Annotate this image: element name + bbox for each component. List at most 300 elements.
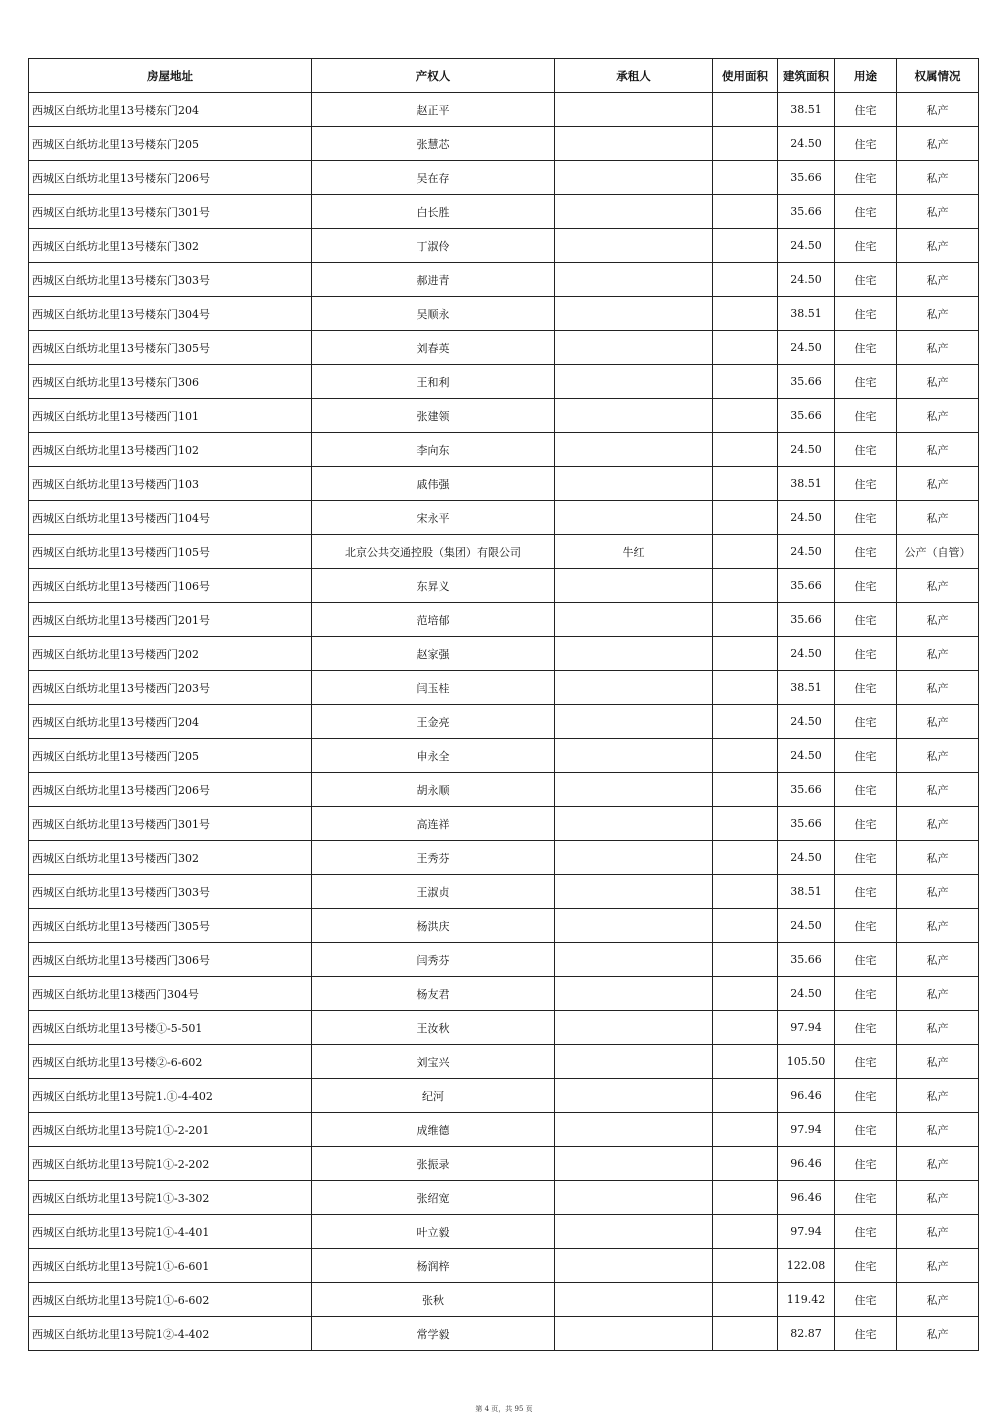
table-row <box>29 1181 979 1215</box>
building-area-cell: 24.50 <box>778 501 835 535</box>
address-cell: 西城区白纸坊北里13号楼西门105号 <box>29 535 312 569</box>
ownership-cell: 私产 <box>897 467 979 501</box>
owner-cell: 赵家强 <box>312 637 555 671</box>
address-cell: 西城区白纸坊北里13号院1①-4-401 <box>29 1215 312 1249</box>
address-cell: 西城区白纸坊北里13号楼西门106号 <box>29 569 312 603</box>
building-area-cell: 24.50 <box>778 739 835 773</box>
tenant-cell <box>555 1113 713 1147</box>
table-row <box>29 841 979 875</box>
ownership-cell: 私产 <box>897 1181 979 1215</box>
usage-cell: 住宅 <box>835 1215 897 1249</box>
building-area-cell: 24.50 <box>778 127 835 161</box>
tenant-cell <box>555 875 713 909</box>
address-cell: 西城区白纸坊北里13号楼②-6-602 <box>29 1045 312 1079</box>
owner-cell: 范培郁 <box>312 603 555 637</box>
usage-cell: 住宅 <box>835 331 897 365</box>
table-row <box>29 263 979 297</box>
table-row <box>29 1249 979 1283</box>
table-row <box>29 331 979 365</box>
table-row <box>29 433 979 467</box>
usage-cell: 住宅 <box>835 603 897 637</box>
table-row <box>29 739 979 773</box>
ownership-cell: 私产 <box>897 705 979 739</box>
building-area-cell: 97.94 <box>778 1215 835 1249</box>
ownership-cell: 私产 <box>897 637 979 671</box>
tenant-cell <box>555 909 713 943</box>
owner-cell: 纪河 <box>312 1079 555 1113</box>
usage-cell: 住宅 <box>835 195 897 229</box>
ownership-cell: 私产 <box>897 875 979 909</box>
address-cell: 西城区白纸坊北里13号院1②-4-402 <box>29 1317 312 1351</box>
building-area-cell: 24.50 <box>778 909 835 943</box>
address-cell: 西城区白纸坊北里13号楼西门305号 <box>29 909 312 943</box>
owner-cell: 王金亮 <box>312 705 555 739</box>
table-row <box>29 1317 979 1351</box>
tenant-cell <box>555 433 713 467</box>
usage-cell: 住宅 <box>835 365 897 399</box>
table-row <box>29 773 979 807</box>
owner-cell: 张秋 <box>312 1283 555 1317</box>
address-cell: 西城区白纸坊北里13号楼西门302 <box>29 841 312 875</box>
address-cell: 西城区白纸坊北里13号楼东门204 <box>29 93 312 127</box>
building-area-cell: 24.50 <box>778 977 835 1011</box>
table-row <box>29 501 979 535</box>
table-row <box>29 671 979 705</box>
usable-area-cell <box>713 93 778 127</box>
building-area-cell: 35.66 <box>778 807 835 841</box>
table-row <box>29 603 979 637</box>
address-cell: 西城区白纸坊北里13号院1①-3-302 <box>29 1181 312 1215</box>
owner-cell: 杨润梓 <box>312 1249 555 1283</box>
ownership-cell: 私产 <box>897 1147 979 1181</box>
owner-cell: 成维德 <box>312 1113 555 1147</box>
tenant-cell <box>555 603 713 637</box>
header-usable-area: 使用面积 <box>713 59 778 93</box>
tenant-cell <box>555 1249 713 1283</box>
table-row <box>29 535 979 569</box>
ownership-cell: 私产 <box>897 1215 979 1249</box>
ownership-cell: 私产 <box>897 1283 979 1317</box>
building-area-cell: 105.50 <box>778 1045 835 1079</box>
building-area-cell: 97.94 <box>778 1113 835 1147</box>
owner-cell: 闫秀芬 <box>312 943 555 977</box>
tenant-cell <box>555 467 713 501</box>
tenant-cell <box>555 127 713 161</box>
usable-area-cell <box>713 1283 778 1317</box>
address-cell: 西城区白纸坊北里13号院1.①-4-402 <box>29 1079 312 1113</box>
usage-cell: 住宅 <box>835 671 897 705</box>
tenant-cell <box>555 637 713 671</box>
usage-cell: 住宅 <box>835 1317 897 1351</box>
table-row <box>29 399 979 433</box>
usage-cell: 住宅 <box>835 1283 897 1317</box>
tenant-cell <box>555 229 713 263</box>
address-cell: 西城区白纸坊北里13号楼东门306 <box>29 365 312 399</box>
usage-cell: 住宅 <box>835 943 897 977</box>
building-area-cell: 122.08 <box>778 1249 835 1283</box>
usable-area-cell <box>713 127 778 161</box>
usable-area-cell <box>713 331 778 365</box>
owner-cell: 王和利 <box>312 365 555 399</box>
ownership-cell: 私产 <box>897 1113 979 1147</box>
ownership-cell: 私产 <box>897 977 979 1011</box>
table-row <box>29 1011 979 1045</box>
table-row <box>29 875 979 909</box>
tenant-cell <box>555 1215 713 1249</box>
table-row <box>29 1045 979 1079</box>
address-cell: 西城区白纸坊北里13号院1①-6-602 <box>29 1283 312 1317</box>
usable-area-cell <box>713 263 778 297</box>
owner-cell: 胡永顺 <box>312 773 555 807</box>
tenant-cell <box>555 569 713 603</box>
usable-area-cell <box>713 161 778 195</box>
building-area-cell: 35.66 <box>778 569 835 603</box>
table-row <box>29 705 979 739</box>
usage-cell: 住宅 <box>835 1147 897 1181</box>
usage-cell: 住宅 <box>835 297 897 331</box>
tenant-cell <box>555 365 713 399</box>
building-area-cell: 35.66 <box>778 603 835 637</box>
usable-area-cell <box>713 841 778 875</box>
address-cell: 西城区白纸坊北里13号楼东门205 <box>29 127 312 161</box>
building-area-cell: 24.50 <box>778 331 835 365</box>
tenant-cell <box>555 977 713 1011</box>
building-area-cell: 38.51 <box>778 671 835 705</box>
table-row <box>29 637 979 671</box>
address-cell: 西城区白纸坊北里13号楼东门303号 <box>29 263 312 297</box>
usage-cell: 住宅 <box>835 501 897 535</box>
table-body <box>29 93 979 1351</box>
owner-cell: 张振录 <box>312 1147 555 1181</box>
usable-area-cell <box>713 1113 778 1147</box>
owner-cell: 申永全 <box>312 739 555 773</box>
owner-cell: 张慧芯 <box>312 127 555 161</box>
table-row <box>29 1215 979 1249</box>
address-cell: 西城区白纸坊北里13号楼西门301号 <box>29 807 312 841</box>
header-ownership: 权属情况 <box>897 59 979 93</box>
header-owner: 产权人 <box>312 59 555 93</box>
table-row <box>29 977 979 1011</box>
building-area-cell: 82.87 <box>778 1317 835 1351</box>
ownership-cell: 私产 <box>897 263 979 297</box>
building-area-cell: 35.66 <box>778 773 835 807</box>
header-address: 房屋地址 <box>29 59 312 93</box>
header-tenant: 承租人 <box>555 59 713 93</box>
table-row <box>29 195 979 229</box>
owner-cell: 张建领 <box>312 399 555 433</box>
building-area-cell: 24.50 <box>778 637 835 671</box>
table-row <box>29 1283 979 1317</box>
owner-cell: 高连祥 <box>312 807 555 841</box>
owner-cell: 杨洪庆 <box>312 909 555 943</box>
table-row <box>29 807 979 841</box>
tenant-cell <box>555 399 713 433</box>
table-row <box>29 1147 979 1181</box>
tenant-cell <box>555 1079 713 1113</box>
owner-cell: 白长胜 <box>312 195 555 229</box>
tenant-cell <box>555 161 713 195</box>
tenant-cell <box>555 807 713 841</box>
address-cell: 西城区白纸坊北里13号楼西门205 <box>29 739 312 773</box>
usable-area-cell <box>713 1215 778 1249</box>
usage-cell: 住宅 <box>835 263 897 297</box>
usable-area-cell <box>713 977 778 1011</box>
ownership-cell: 私产 <box>897 331 979 365</box>
usage-cell: 住宅 <box>835 807 897 841</box>
usage-cell: 住宅 <box>835 1045 897 1079</box>
building-area-cell: 35.66 <box>778 943 835 977</box>
usable-area-cell <box>713 1249 778 1283</box>
owner-cell: 王秀芬 <box>312 841 555 875</box>
address-cell: 西城区白纸坊北里13号楼东门301号 <box>29 195 312 229</box>
building-area-cell: 38.51 <box>778 297 835 331</box>
usage-cell: 住宅 <box>835 1079 897 1113</box>
building-area-cell: 38.51 <box>778 467 835 501</box>
usage-cell: 住宅 <box>835 1181 897 1215</box>
ownership-cell: 私产 <box>897 1317 979 1351</box>
usable-area-cell <box>713 1147 778 1181</box>
building-area-cell: 38.51 <box>778 875 835 909</box>
address-cell: 西城区白纸坊北里13号院1①-6-601 <box>29 1249 312 1283</box>
building-area-cell: 24.50 <box>778 841 835 875</box>
usable-area-cell <box>713 1079 778 1113</box>
owner-cell: 丁淑伶 <box>312 229 555 263</box>
building-area-cell: 38.51 <box>778 93 835 127</box>
address-cell: 西城区白纸坊北里13号楼东门305号 <box>29 331 312 365</box>
tenant-cell <box>555 773 713 807</box>
address-cell: 西城区白纸坊北里13号楼东门304号 <box>29 297 312 331</box>
usage-cell: 住宅 <box>835 875 897 909</box>
usable-area-cell <box>713 467 778 501</box>
address-cell: 西城区白纸坊北里13号楼东门206号 <box>29 161 312 195</box>
table-row <box>29 909 979 943</box>
usage-cell: 住宅 <box>835 1113 897 1147</box>
ownership-cell: 私产 <box>897 773 979 807</box>
owner-cell: 刘宝兴 <box>312 1045 555 1079</box>
address-cell: 西城区白纸坊北里13号院1①-2-201 <box>29 1113 312 1147</box>
usage-cell: 住宅 <box>835 433 897 467</box>
usable-area-cell <box>713 433 778 467</box>
ownership-cell: 私产 <box>897 127 979 161</box>
usage-cell: 住宅 <box>835 467 897 501</box>
usage-cell: 住宅 <box>835 229 897 263</box>
tenant-cell <box>555 1045 713 1079</box>
building-area-cell: 96.46 <box>778 1181 835 1215</box>
usable-area-cell <box>713 399 778 433</box>
ownership-cell: 私产 <box>897 569 979 603</box>
ownership-cell: 私产 <box>897 433 979 467</box>
table-row <box>29 93 979 127</box>
tenant-cell <box>555 671 713 705</box>
building-area-cell: 97.94 <box>778 1011 835 1045</box>
owner-cell: 张绍宽 <box>312 1181 555 1215</box>
owner-cell: 北京公共交通控股（集团）有限公司 <box>312 535 555 569</box>
tenant-cell <box>555 1317 713 1351</box>
building-area-cell: 24.50 <box>778 263 835 297</box>
building-area-cell: 24.50 <box>778 433 835 467</box>
address-cell: 西城区白纸坊北里13号楼西门204 <box>29 705 312 739</box>
owner-cell: 东昇义 <box>312 569 555 603</box>
usable-area-cell <box>713 671 778 705</box>
address-cell: 西城区白纸坊北里13号楼①-5-501 <box>29 1011 312 1045</box>
ownership-cell: 私产 <box>897 841 979 875</box>
tenant-cell <box>555 1181 713 1215</box>
tenant-cell: 牛红 <box>555 535 713 569</box>
address-cell: 西城区白纸坊北里13楼西门304号 <box>29 977 312 1011</box>
ownership-cell: 私产 <box>897 807 979 841</box>
usage-cell: 住宅 <box>835 909 897 943</box>
usable-area-cell <box>713 229 778 263</box>
ownership-cell: 私产 <box>897 671 979 705</box>
owner-cell: 吴顺永 <box>312 297 555 331</box>
address-cell: 西城区白纸坊北里13号楼西门206号 <box>29 773 312 807</box>
building-area-cell: 96.46 <box>778 1147 835 1181</box>
header-usage: 用途 <box>835 59 897 93</box>
owner-cell: 闫玉桂 <box>312 671 555 705</box>
usage-cell: 住宅 <box>835 773 897 807</box>
ownership-cell: 私产 <box>897 161 979 195</box>
table-row <box>29 365 979 399</box>
owner-cell: 杨友君 <box>312 977 555 1011</box>
building-area-cell: 24.50 <box>778 229 835 263</box>
tenant-cell <box>555 93 713 127</box>
tenant-cell <box>555 943 713 977</box>
address-cell: 西城区白纸坊北里13号楼东门302 <box>29 229 312 263</box>
usable-area-cell <box>713 875 778 909</box>
usage-cell: 住宅 <box>835 535 897 569</box>
owner-cell: 郝进青 <box>312 263 555 297</box>
table-row <box>29 297 979 331</box>
ownership-cell: 私产 <box>897 739 979 773</box>
property-table <box>28 58 979 1351</box>
owner-cell: 赵正平 <box>312 93 555 127</box>
usage-cell: 住宅 <box>835 739 897 773</box>
usable-area-cell <box>713 773 778 807</box>
usable-area-cell <box>713 943 778 977</box>
usage-cell: 住宅 <box>835 161 897 195</box>
ownership-cell: 私产 <box>897 399 979 433</box>
ownership-cell: 私产 <box>897 365 979 399</box>
address-cell: 西城区白纸坊北里13号楼西门203号 <box>29 671 312 705</box>
usage-cell: 住宅 <box>835 705 897 739</box>
owner-cell: 吴在存 <box>312 161 555 195</box>
ownership-cell: 私产 <box>897 943 979 977</box>
ownership-cell: 私产 <box>897 1011 979 1045</box>
usable-area-cell <box>713 739 778 773</box>
tenant-cell <box>555 841 713 875</box>
ownership-cell: 私产 <box>897 909 979 943</box>
ownership-cell: 私产 <box>897 297 979 331</box>
ownership-cell: 公产（自管） <box>897 535 979 569</box>
building-area-cell: 35.66 <box>778 399 835 433</box>
tenant-cell <box>555 331 713 365</box>
tenant-cell <box>555 263 713 297</box>
building-area-cell: 24.50 <box>778 535 835 569</box>
tenant-cell <box>555 705 713 739</box>
address-cell: 西城区白纸坊北里13号楼西门306号 <box>29 943 312 977</box>
address-cell: 西城区白纸坊北里13号院1①-2-202 <box>29 1147 312 1181</box>
tenant-cell <box>555 1011 713 1045</box>
usage-cell: 住宅 <box>835 1249 897 1283</box>
address-cell: 西城区白纸坊北里13号楼西门102 <box>29 433 312 467</box>
address-cell: 西城区白纸坊北里13号楼西门104号 <box>29 501 312 535</box>
table-row <box>29 1113 979 1147</box>
ownership-cell: 私产 <box>897 603 979 637</box>
usable-area-cell <box>713 637 778 671</box>
usable-area-cell <box>713 603 778 637</box>
ownership-cell: 私产 <box>897 1079 979 1113</box>
ownership-cell: 私产 <box>897 1045 979 1079</box>
owner-cell: 王汝秋 <box>312 1011 555 1045</box>
building-area-cell: 35.66 <box>778 161 835 195</box>
usage-cell: 住宅 <box>835 399 897 433</box>
owner-cell: 李向东 <box>312 433 555 467</box>
usable-area-cell <box>713 501 778 535</box>
ownership-cell: 私产 <box>897 1249 979 1283</box>
address-cell: 西城区白纸坊北里13号楼西门101 <box>29 399 312 433</box>
usage-cell: 住宅 <box>835 637 897 671</box>
table-row <box>29 467 979 501</box>
header-row <box>29 59 979 93</box>
address-cell: 西城区白纸坊北里13号楼西门202 <box>29 637 312 671</box>
table-row <box>29 127 979 161</box>
building-area-cell: 35.66 <box>778 195 835 229</box>
usable-area-cell <box>713 705 778 739</box>
address-cell: 西城区白纸坊北里13号楼西门303号 <box>29 875 312 909</box>
usage-cell: 住宅 <box>835 127 897 161</box>
usable-area-cell <box>713 195 778 229</box>
tenant-cell <box>555 501 713 535</box>
building-area-cell: 24.50 <box>778 705 835 739</box>
table-row <box>29 569 979 603</box>
usage-cell: 住宅 <box>835 977 897 1011</box>
owner-cell: 常学毅 <box>312 1317 555 1351</box>
usage-cell: 住宅 <box>835 93 897 127</box>
owner-cell: 刘春英 <box>312 331 555 365</box>
usage-cell: 住宅 <box>835 841 897 875</box>
usable-area-cell <box>713 569 778 603</box>
table-row <box>29 943 979 977</box>
usable-area-cell <box>713 1181 778 1215</box>
tenant-cell <box>555 1283 713 1317</box>
usable-area-cell <box>713 1045 778 1079</box>
building-area-cell: 119.42 <box>778 1283 835 1317</box>
address-cell: 西城区白纸坊北里13号楼西门201号 <box>29 603 312 637</box>
address-cell: 西城区白纸坊北里13号楼西门103 <box>29 467 312 501</box>
usage-cell: 住宅 <box>835 569 897 603</box>
usable-area-cell <box>713 297 778 331</box>
table-row <box>29 229 979 263</box>
tenant-cell <box>555 297 713 331</box>
ownership-cell: 私产 <box>897 195 979 229</box>
usable-area-cell <box>713 365 778 399</box>
table-row <box>29 1079 979 1113</box>
building-area-cell: 35.66 <box>778 365 835 399</box>
tenant-cell <box>555 195 713 229</box>
owner-cell: 王淑贞 <box>312 875 555 909</box>
owner-cell: 叶立毅 <box>312 1215 555 1249</box>
building-area-cell: 96.46 <box>778 1079 835 1113</box>
tenant-cell <box>555 739 713 773</box>
usage-cell: 住宅 <box>835 1011 897 1045</box>
table-row <box>29 161 979 195</box>
usable-area-cell <box>713 1317 778 1351</box>
owner-cell: 戚伟强 <box>312 467 555 501</box>
usable-area-cell <box>713 535 778 569</box>
page-footer: 第 4 页，共 95 页 <box>475 1405 533 1413</box>
ownership-cell: 私产 <box>897 501 979 535</box>
usable-area-cell <box>713 1011 778 1045</box>
